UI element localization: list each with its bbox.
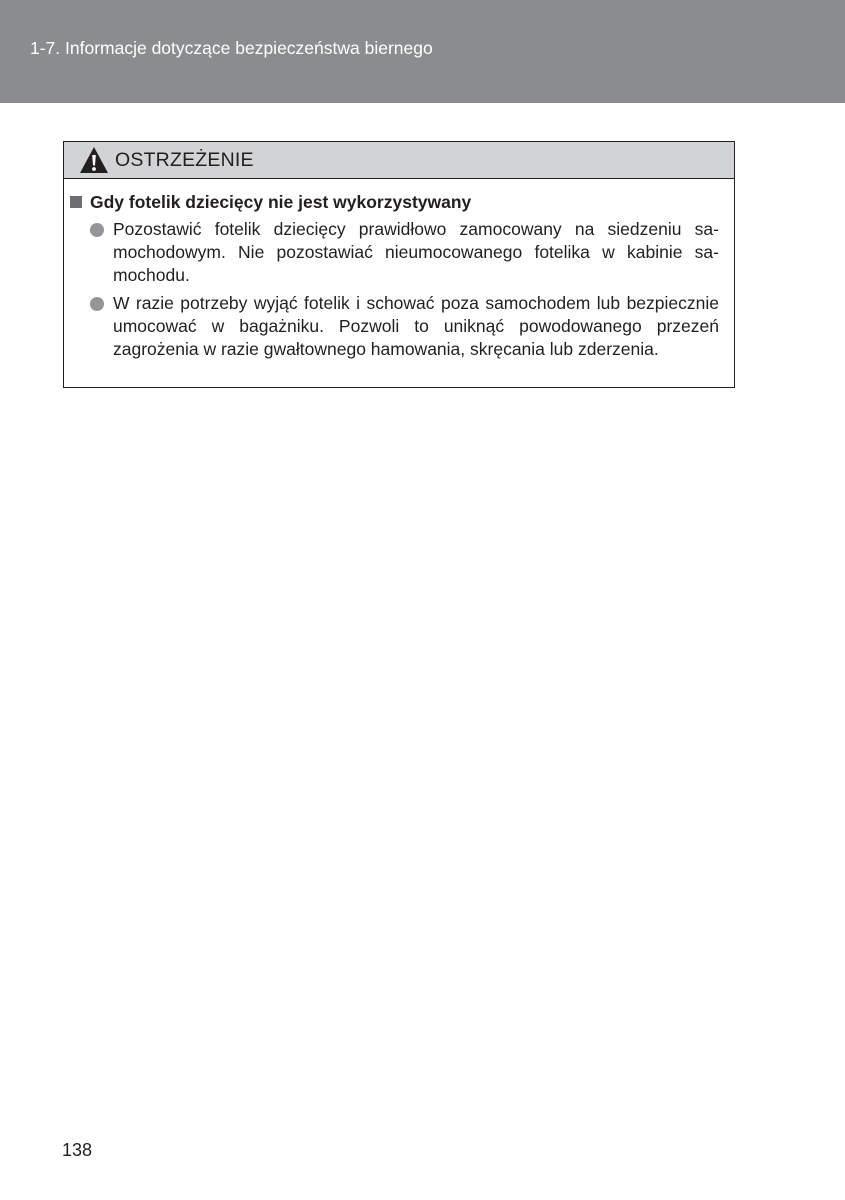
- square-bullet-icon: [70, 196, 82, 208]
- warning-title: OSTRZEŻENIE: [115, 149, 254, 171]
- warning-triangle-icon: [79, 146, 109, 174]
- header-band: [0, 0, 845, 103]
- round-bullet-icon: [90, 297, 104, 311]
- page-number: 138: [62, 1140, 93, 1160]
- list-item-text: W razie potrzeby wyjąć fotelik i schować poza samochodem lub bezpiecznie umocować w bagażniku. Pozwoli to uniknąć powodowanego przezeń zagrożenia w razie gwałtownego hamowania, skręcania lub zderzenia.: [113, 293, 719, 359]
- warning-box: [63, 141, 735, 388]
- list-item-text: Pozostawić fotelik dziecięcy prawidłowo zamocowany na siedzeniu samochodowym. Nie pozostawiać nieumocowanego fotelika w kabinie samochodu.: [113, 219, 719, 285]
- round-bullet-icon: [90, 223, 104, 237]
- warning-subheading: [70, 192, 471, 213]
- section-title: 1-7. Informacje dotyczące bezpieczeństwa biernego: [30, 38, 433, 58]
- warning-header: [64, 142, 734, 179]
- subheading-text: Gdy fotelik dziecięcy nie jest wykorzystywany: [90, 192, 472, 212]
